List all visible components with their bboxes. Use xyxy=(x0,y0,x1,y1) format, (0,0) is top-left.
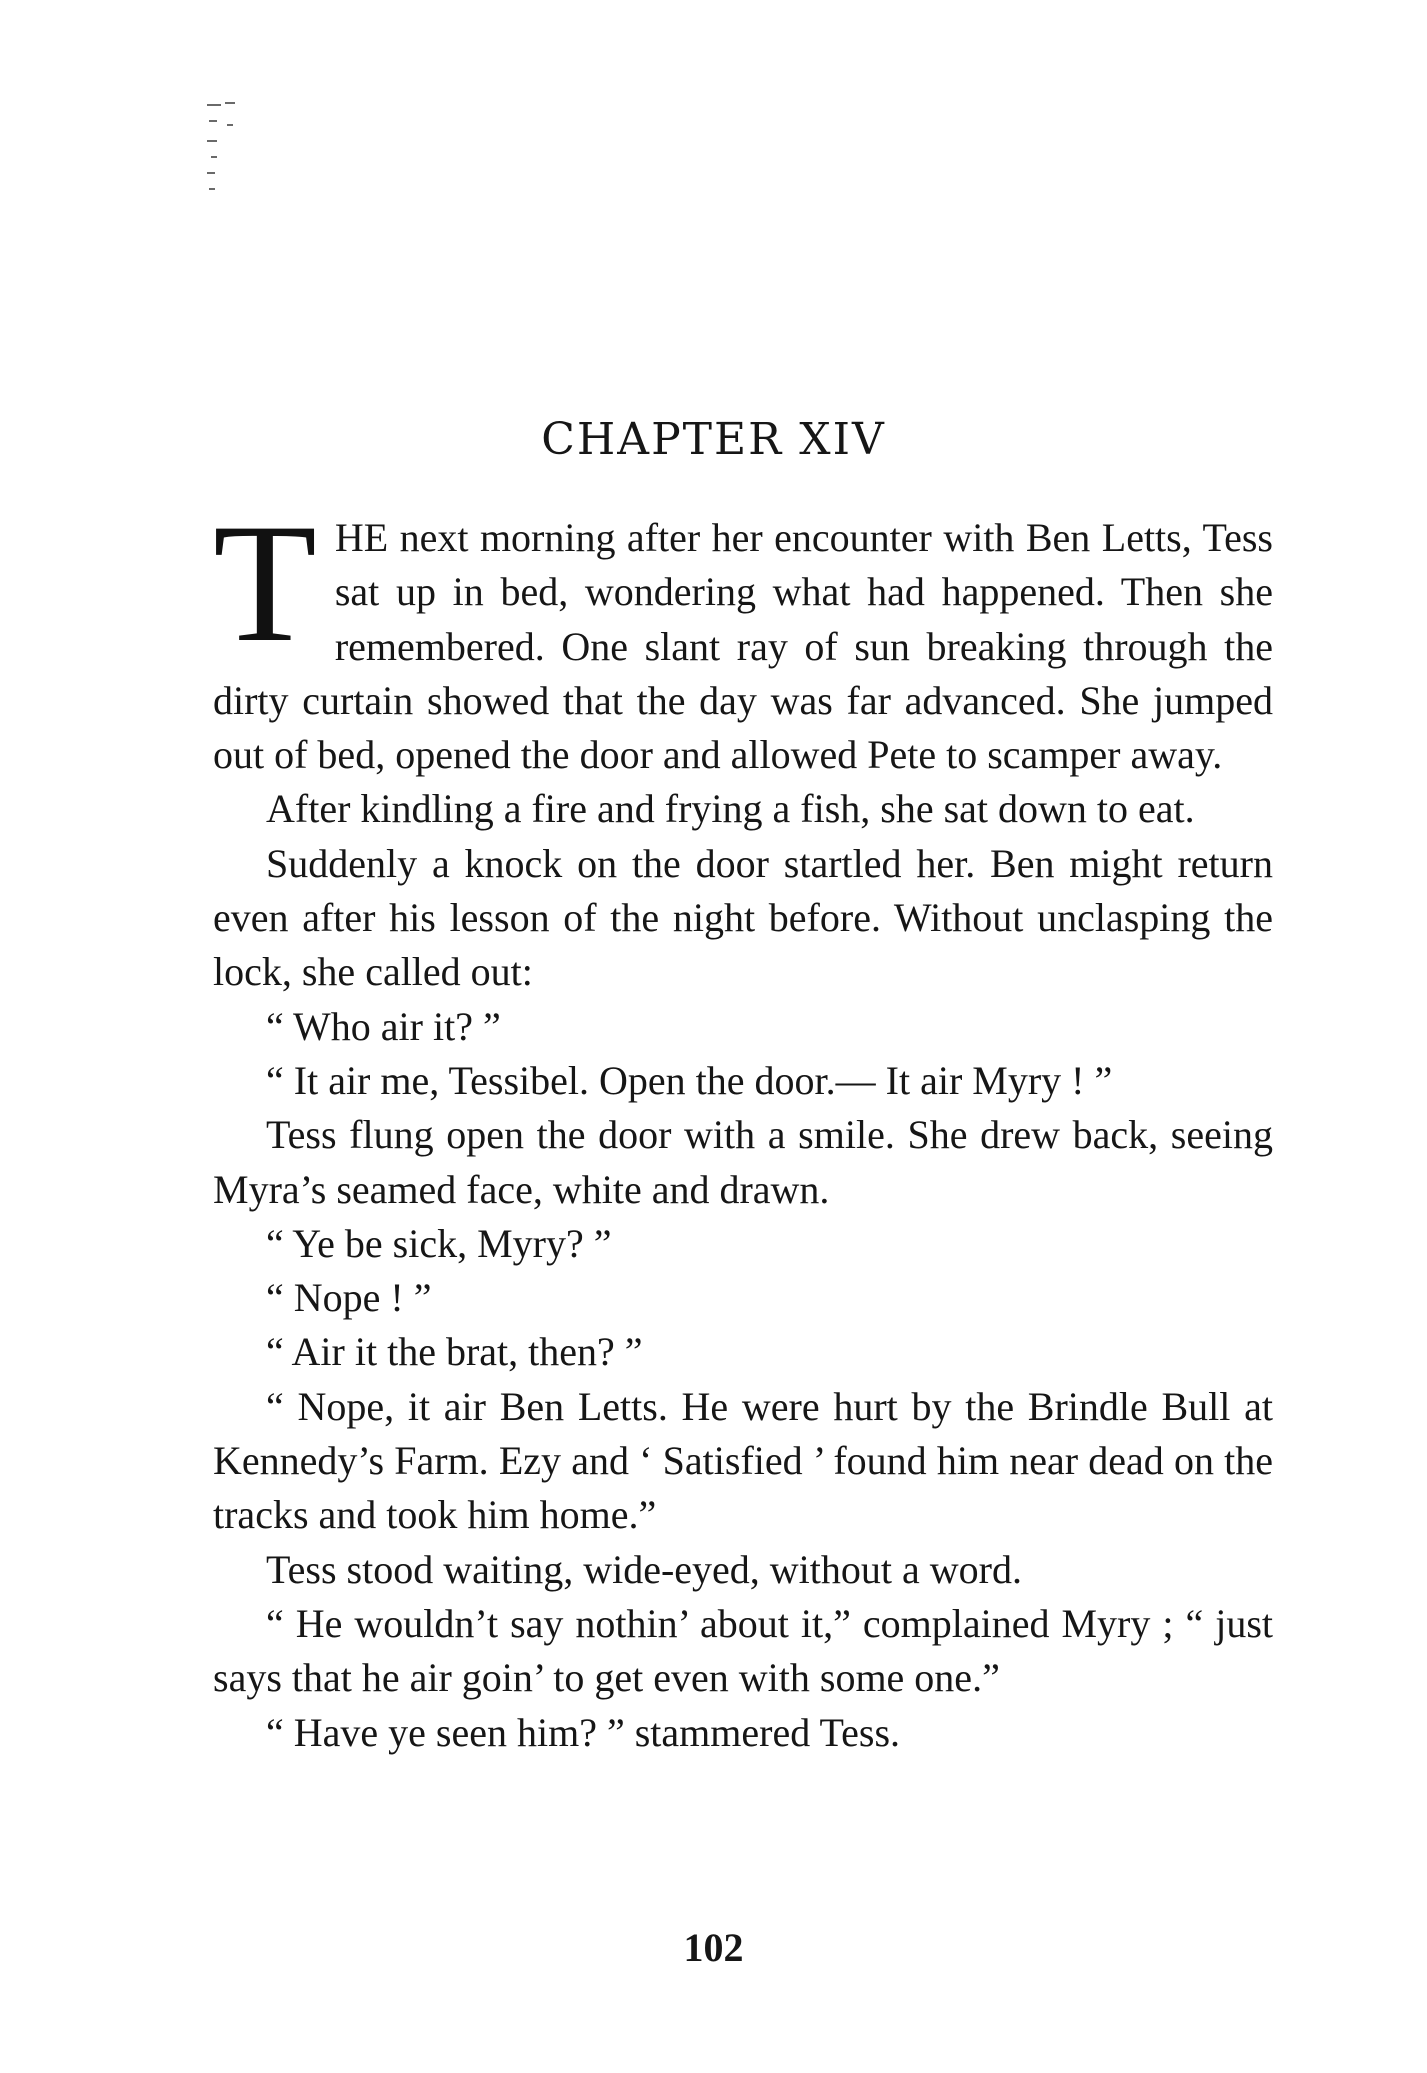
dialogue-line: “ Nope, it air Ben Letts. He were hurt by the Brindle Bull at Kennedy’s Farm. Ezy and ‘ Satisfied ’ found him near dead on the tracks and took him home.” xyxy=(213,1383,1273,1538)
dialogue-line: “ It air me, Tessibel. Open the door.— It air Myry ! ” xyxy=(266,1057,1113,1103)
dialogue-line: “ Nope ! ” xyxy=(266,1275,432,1321)
opening-paragraph-text: next morning after her encounter with Ben Letts, Tess sat up in bed, wondering what had happened. Then she remembered. One slant ray of sun breaking through the dirty curtain showed that the day was far advanced. She jumped out of bed, opened the door and allowed Pete to scamper away. xyxy=(213,515,1273,778)
margin-specks xyxy=(205,100,245,200)
chapter-title: CHAPTER XIV xyxy=(541,414,886,465)
page-number: 102 xyxy=(683,1925,744,1970)
opening-paragraph xyxy=(213,489,1273,782)
dialogue-line: “ He wouldn’t say nothin’ about it,” complained Myry ; “ just says that he air goin’ to get even with some one.” xyxy=(213,1600,1273,1701)
dialogue-line: “ Have ye seen him? ” stammered Tess. xyxy=(266,1709,901,1755)
paragraph: Tess stood waiting, wide-eyed, without a word. xyxy=(266,1546,1022,1592)
dialogue-line: “ Who air it? ” xyxy=(266,1003,501,1049)
drop-cap: T xyxy=(213,489,317,677)
dialogue-line: “ Ye be sick, Myry? ” xyxy=(266,1220,612,1266)
paragraph: Tess flung open the door with a smile. She drew back, seeing Myra’s seamed face, white and drawn. xyxy=(213,1112,1273,1212)
paragraph: After kindling a fire and frying a fish, she sat down to eat. xyxy=(266,786,1195,832)
dialogue-line: “ Air it the brat, then? ” xyxy=(266,1329,643,1375)
chapter-body xyxy=(213,489,1273,1760)
paragraph: Suddenly a knock on the door startled her. Ben might return even after his lesson of the night before. Without unclasping the lock, she called out: xyxy=(213,840,1273,995)
opening-first-word: HE xyxy=(334,515,389,560)
